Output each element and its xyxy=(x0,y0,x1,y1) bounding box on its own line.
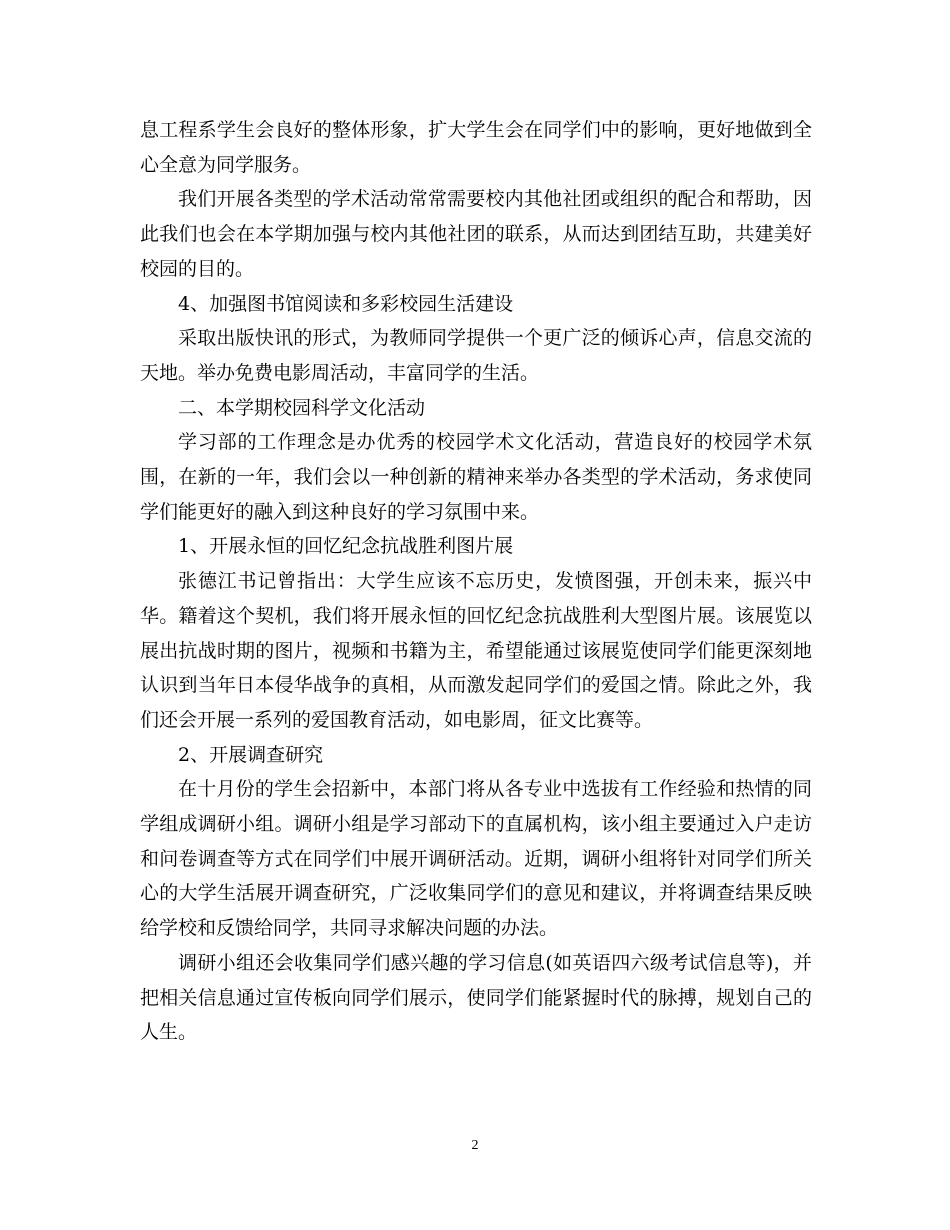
paragraph: 学习部的工作理念是办优秀的校园学术文化活动，营造良好的校园学术氛围，在新的一年，我们会以一种创新的精神来举办各类型的学术活动，务求使同学们能更好的融入到这种良好的学习氛围中来。 xyxy=(140,431,812,523)
section-heading: 2、开展调查研究 xyxy=(178,743,324,766)
paragraph: 张德江书记曾指出：大学生应该不忘历史，发愤图强，开创未来，振兴中华。籍着这个契机，我们将开展永恒的回忆纪念抗战胜利大型图片展。该展览以展出抗战时期的图片，视频和书籍为主，希望能通过该展览使同学们能更深刻地认识到当年日本侵华战争的真相，从而激发起同学们的爱国之情。除此之外，我们还会开展一系列的爱国教育活动，如电影周，征文比赛等。 xyxy=(140,570,812,731)
paragraph: 在十月份的学生会招新中，本部门将从各专业中选拔有工作经验和热情的同学组成调研小组。调研小组是学习部动下的直属机构，该小组主要通过入户走访和问卷调查等方式在同学们中展开调研活动。近期，调研小组将针对同学们所关心的大学生活展开调查研究，广泛收集同学们的意见和建议，并将调查结果反映给学校和反馈给同学，共同寻求解决问题的办法。 xyxy=(140,778,812,940)
paragraph: 调研小组还会收集同学们感兴趣的学习信息(如英语四六级考试信息等)，并把相关信息通过宣传板向同学们展示，使同学们能紧握时代的脉搏，规划自己的人生。 xyxy=(140,951,812,1044)
page-number: 2 xyxy=(471,1138,479,1153)
document-body xyxy=(140,113,812,1050)
paragraph: 我们开展各类型的学术活动常常需要校内其他社团或组织的配合和帮助，因此我们也会在本学期加强与校内其他社团的联系，从而达到团结互助，共建美好校园的目的。 xyxy=(140,188,812,280)
section-heading: 1、开展永恒的回忆纪念抗战胜利图片展 xyxy=(178,535,514,558)
paragraph: 息工程系学生会良好的整体形象，扩大学生会在同学们中的影响，更好地做到全心全意为同学服务。 xyxy=(140,119,812,176)
paragraph: 采取出版快讯的形式，为教师同学提供一个更广泛的倾诉心声，信息交流的天地。举办免费电影周活动，丰富同学的生活。 xyxy=(140,327,812,384)
section-heading: 二、本学期校园科学文化活动 xyxy=(178,396,426,419)
section-heading: 4、加强图书馆阅读和多彩校园生活建设 xyxy=(178,292,514,315)
